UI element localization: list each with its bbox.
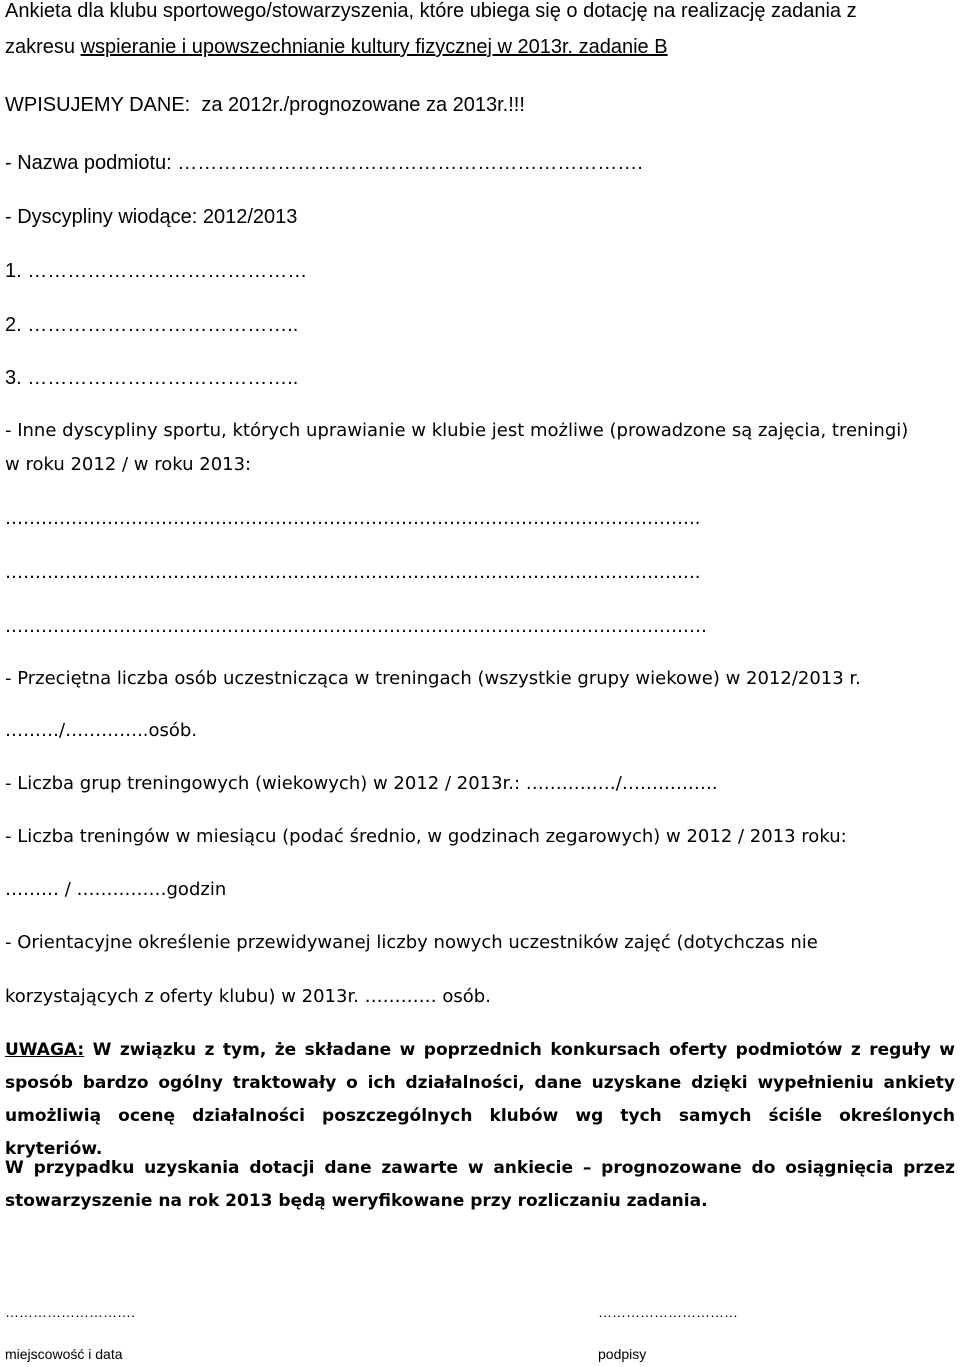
header-title-line2 xyxy=(5,36,668,59)
header-prefix: zakresu xyxy=(5,36,81,58)
field-main-disciplines: - Dyscypliny wiodące: 2012/2013 xyxy=(5,206,298,228)
signature-label: podpisy xyxy=(598,1346,647,1362)
field-new-participants-line2: korzystających z oferty klubu) w 2013r. ………… osób. xyxy=(5,986,491,1007)
place-date-dots: ………………………. xyxy=(5,1304,135,1320)
discipline-line-1: 1. …………………………………… xyxy=(5,260,308,282)
blank-answer-line-2: …………………………………………………………………………………………………….. xyxy=(5,562,701,583)
instruction-period: za 2012r./prognozowane za 2013r.!!! xyxy=(201,94,525,116)
field-average-participants-value: ………/…………..osób. xyxy=(5,720,198,741)
task-scope-link: wspieranie i upowszechnianie kultury fizycznej w 2013r. zadanie B xyxy=(80,36,668,58)
field-training-groups: - Liczba grup treningowych (wiekowych) w 2012 / 2013r.: ……………/……………. xyxy=(5,773,718,794)
discipline-line-3: 3. ………………………………….. xyxy=(5,367,299,389)
instruction-label: WPISUJEMY DANE: xyxy=(5,94,191,116)
header-title-line1: Ankieta dla klubu sportowego/stowarzyszenia, które ubiega się o dotację na realizację zadania z xyxy=(5,0,857,22)
note-uwaga-label: UWAGA: xyxy=(5,1040,85,1060)
field-other-disciplines-line2: w roku 2012 / w roku 2013: xyxy=(5,454,252,475)
field-trainings-per-month: - Liczba treningów w miesiącu (podać średnio, w godzinach zegarowych) w 2012 / 2013 roku: xyxy=(5,826,847,847)
field-new-participants-line1: - Orientacyjne określenie przewidywanej liczby nowych uczestników zajęć (dotychczas nie xyxy=(5,932,818,953)
note-dotacja: W przypadku uzyskania dotacji dane zawarte w ankiecie – prognozowane do osiągnięcia przez stowarzyszenie na rok 2013 będą weryfikowane przy rozliczaniu zadania. xyxy=(5,1158,955,1211)
note-uwaga-text: W związku z tym, że składane w poprzednich konkursach oferty podmiotów z reguły w sposób bardzo ogólny traktowały o ich działalności, dane uzyskane dzięki wypełnieniu ankiety umożliwią ocenę działalności poszczególnych klubów wg tych samych ściśle określonych kryteriów. xyxy=(5,1040,955,1159)
field-trainings-per-month-value: ……… / ……………godzin xyxy=(5,879,227,900)
field-other-disciplines-line1: - Inne dyscypliny sportu, których uprawianie w klubie jest możliwe (prowadzone są zajęcia, treningi) xyxy=(5,420,909,441)
signature-dots: ………………………… xyxy=(598,1304,738,1320)
place-date-label: miejscowość i data xyxy=(5,1346,123,1362)
field-average-participants: - Przeciętna liczba osób uczestnicząca w treningach (wszystkie grupy wiekowe) w 2012/2013 r. xyxy=(5,668,861,689)
field-entity-name: - Nazwa podmiotu: ……………………………………………………………. xyxy=(5,152,643,174)
note-uwaga xyxy=(5,1034,955,1166)
data-entry-instruction xyxy=(5,94,525,117)
discipline-line-2: 2. ………………………………….. xyxy=(5,314,299,336)
blank-answer-line-1: …………………………………………………………………………………………………….. xyxy=(5,508,701,529)
blank-answer-line-3: ……………………………………………………………………………………………………… xyxy=(5,616,707,637)
